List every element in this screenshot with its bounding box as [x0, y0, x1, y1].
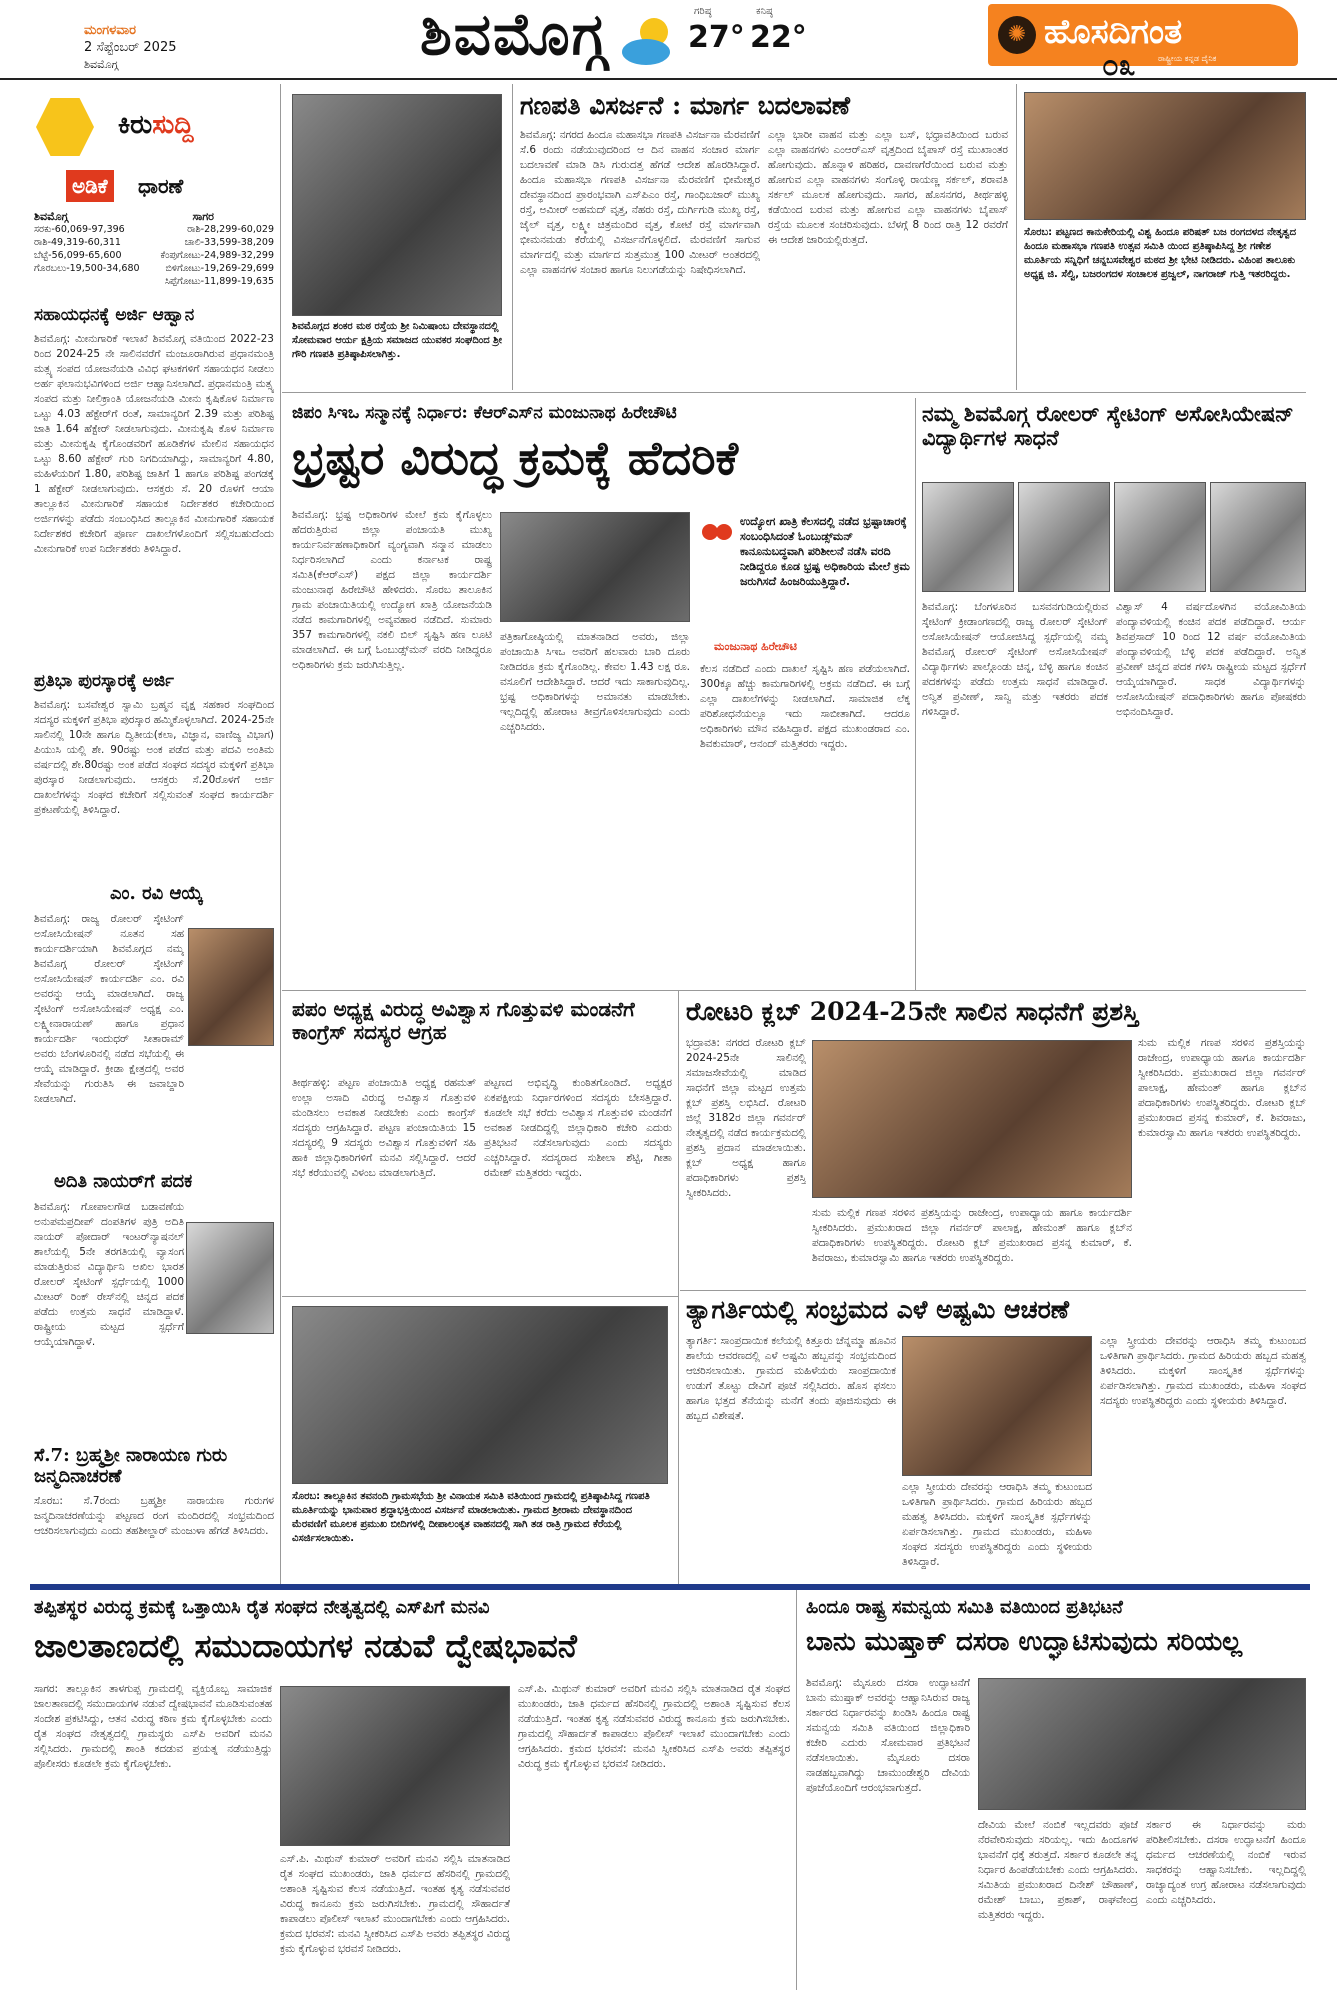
- rates-cell: ಚಾಲಿ-33,599-38,209: [184, 237, 274, 248]
- place: ಶಿವಮೊಗ್ಗ: [84, 58, 119, 71]
- photo-skater-3: [1114, 482, 1206, 592]
- kicker-krs: ಜಿಪಂ ಸಿಇಒ ಸನ್ಮಾನಕ್ಕೆ ನಿರ್ಧಾರ: ಕೆಆರ್‌ಎಸ್‌ನ ಮಂಜುನಾಥ ಹಿರೇಚೌಟಿ: [292, 403, 677, 423]
- headline-jalatana: ಜಾಲತಾಣದಲ್ಲಿ ಸಮುದಾಯಗಳ ನಡುವೆ ದ್ವೇಷಭಾವನೆ: [34, 1627, 577, 1665]
- rates-table: [34, 223, 274, 288]
- headline-route-change: ಗಣಪತಿ ವಿಸರ್ಜನೆ : ಮಾರ್ಗ ಬದಲಾವಣೆ: [520, 91, 851, 120]
- story-route-col2: ಎಲ್ಲಾ ಭಾರೀ ವಾಹನ ಮತ್ತು ಎಲ್ಲಾ ಬಸ್, ಭಧ್ರಾವತಿಯಿಂದ ಬರುವ ಎಲ್ಲಾ ವಾಹನಗಳು ಎಂಆರ್‌ಎಸ್ ವೃತ್ತದಿಂದ ಬೈಪಾಸ್ ರಸ್ತೆ ಮುಖಾಂತರ ಹೋಗುವುದು. ಹೊನ್ನಾಳಿ ಹರಿಹರ, ದಾವಣಗೆರೆಯಿಂದ ಬರುವ ಮತ್ತು ಹೋಗುವ ಎಲ್ಲಾ ವಾಹನಗಳು ಸಂಗೊಳ್ಳಿ ರಾಯಣ್ಣ ಸರ್ಕಲ್, ಶರಾವತಿ ಸರ್ಕಲ್ ಮೂಲಕ ಹೋಗುವುದು. ಸಾಗರ, ಹೊಸನಗರ, ತೀರ್ಥಹಳ್ಳಿ ಕಡೆಯಿಂದ ಬರುವ ಮತ್ತು ಹೋಗುವ ಎಲ್ಲಾ ವಾಹನಗಳು ಬೈಪಾಸ್ ರಸ್ತೆಯ ಮೂಲಕ ಸಂಚರಿಸುವುದು. ಬೆಳಗ್ಗೆ 8 ರಿಂದ ರಾತ್ರಿ 12 ರವರೆಗೆ ಈ ಆದೇಶ ಜಾರಿಯಲ್ಲಿರುತ್ತದೆ.: [768, 129, 1008, 246]
- story-jalatana-mid: ಎಸ್.ಪಿ. ಮಿಥುನ್ ಕುಮಾರ್ ಅವರಿಗೆ ಮನವಿ ಸಲ್ಲಿಸಿ ಮಾತನಾಡಿದ ರೈತ ಸಂಘದ ಮುಖಂಡರು, ಜಾತಿ ಧರ್ಮದ ಹೆಸರಿನಲ್ಲಿ ಗ್ರಾಮದಲ್ಲಿ ಅಶಾಂತಿ ಸೃಷ್ಟಿಸುವ ಕೆಲಸ ನಡೆಯುತ್ತಿದೆ. ಇಂತಹ ಕೃತ್ಯ ನಡೆಸುವವರ ವಿರುದ್ಧ ಕಾನೂನು ಕ್ರಮ ಜರುಗಿಸಬೇಕು. ಗ್ರಾಮದಲ್ಲಿ ಸೌಹಾರ್ದತೆ ಕಾಪಾಡಲು ಪೊಲೀಸ್ ಇಲಾಖೆ ಮುಂದಾಗಬೇಕು ಎಂದು ಆಗ್ರಹಿಸಿದರು. ಕ್ರಮದ ಭರವಸೆ: ಮನವಿ ಸ್ವೀಕರಿಸಿದ ಎಸ್‌ಪಿ ಅವರು ತಪ್ಪಿತಸ್ಥರ ವಿರುದ್ಧ ಕ್ರಮ ಕೈಗೊಳ್ಳುವ ಭರವಸೆ ನೀಡಿದರು.: [280, 1853, 510, 1955]
- section-rule: [282, 990, 1306, 991]
- headline-narayana-guru: ಸೆ.7: ಬ್ರಹ್ಮಶ್ರೀ ನಾರಾಯಣ ಗುರು ಜನ್ಮದಿನಾಚರಣೆ: [34, 1445, 228, 1487]
- rates-cell: ಗೊರಬಲು-19,500-34,680: [34, 263, 140, 274]
- section-rule: [282, 392, 1306, 393]
- photo-press-meet: [500, 512, 690, 622]
- masthead: [0, 0, 1337, 83]
- rates-row: [34, 262, 274, 275]
- photo-tyagarthi: [902, 1336, 1092, 1476]
- rates-place-2: ಸಾಗರ: [192, 210, 214, 223]
- headline-aditi: ಅದಿತಿ ನಾಯರ್‌ಗೆ ಪದಕ: [54, 1171, 193, 1192]
- column-rule: [796, 1590, 797, 1990]
- story-jalatana-col3: ಎಸ್.ಪಿ. ಮಿಥುನ್ ಕುಮಾರ್ ಅವರಿಗೆ ಮನವಿ ಸಲ್ಲಿಸಿ ಮಾತನಾಡಿದ ರೈತ ಸಂಘದ ಮುಖಂಡರು, ಜಾತಿ ಧರ್ಮದ ಹೆಸರಿನಲ್ಲಿ ಗ್ರಾಮದಲ್ಲಿ ಅಶಾಂತಿ ಸೃಷ್ಟಿಸುವ ಕೆಲಸ ನಡೆಯುತ್ತಿದೆ. ಇಂತಹ ಕೃತ್ಯ ನಡೆಸುವವರ ವಿರುದ್ಧ ಕಾನೂನು ಕ್ರಮ ಜರುಗಿಸಬೇಕು. ಗ್ರಾಮದಲ್ಲಿ ಸೌಹಾರ್ದತೆ ಕಾಪಾಡಲು ಪೊಲೀಸ್ ಇಲಾಖೆ ಮುಂದಾಗಬೇಕು ಎಂದು ಆಗ್ರಹಿಸಿದರು. ಕ್ರಮದ ಭರವಸೆ: ಮನವಿ ಸ್ವೀಕರಿಸಿದ ಎಸ್‌ಪಿ ಅವರು ತಪ್ಪಿತಸ್ಥರ ವಿರುದ್ಧ ಕ್ರಮ ಕೈಗೊಳ್ಳುವ ಭರವಸೆ ನೀಡಿದರು.: [518, 1683, 790, 1770]
- column-rule: [280, 84, 281, 1584]
- date: 2 ಸೆಪ್ಟೆಂಬರ್ 2025: [84, 40, 177, 55]
- rates-cell: ರಾಶಿ-28,299-60,029: [187, 224, 274, 235]
- headline-banu-mushtaq: ಬಾನು ಮುಷ್ತಾಕ್ ದಸರಾ ಉದ್ಘಾಟಿಸುವುದು ಸರಿಯಲ್ಲ: [806, 1627, 1243, 1657]
- story-narayana-guru: ಸೊರಬ: ಸೆ.7ರಂದು ಬ್ರಹ್ಮಶ್ರೀ ನಾರಾಯಣ ಗುರುಗಳ ಜನ್ಮದಿನಾಚರಣೆಯನ್ನು ಪಟ್ಟಣದ ರಂಗ ಮಂದಿರದಲ್ಲಿ ಸಂಭ್ರಮದಿಂದ ಆಚರಿಸಲಾಗುವುದು ಎಂದು ತಹಶೀಲ್ದಾರ್ ಮಂಜುಳಾ ಹೆಗಡೆ ತಿಳಿಸಿದರು.: [34, 1495, 274, 1537]
- arecanut-rates: [34, 210, 274, 288]
- story-route-col1: ಶಿವಮೊಗ್ಗ: ನಗರದ ಹಿಂದೂ ಮಹಾಸಭಾ ಗಣಪತಿ ವಿಸರ್ಜನಾ ಮೆರವಣಿಗೆ ಸೆ.6 ರಂದು ನಡೆಯುವುದರಿಂದ ಆ ದಿನ ವಾಹನ ಸಂಚಾರ ಮಾರ್ಗ ಬದಲಾವಣೆ ಮಾಡಿ ಡಿಸಿ ಗುರುದತ್ತ ಹೆಗಡೆ ಆದೇಶ ಹೊರಡಿಸಿದ್ದಾರೆ. ಹಿಂದೂ ಮಹಾಸಭಾ ಗಣಪತಿ ವಿಸರ್ಜನಾ ಮೆರವಣಿಗೆ ಭೀಮೇಶ್ವರ ದೇವಸ್ಥಾನದಿಂದ ಪ್ರಾರಂಭವಾಗಿ ಎಸ್‌ಪಿಎಂ ರಸ್ತೆ, ಗಾಂಧಿಬಜಾರ್ ಮುಖ್ಯ ರಸ್ತೆ, ಅಮೀರ್ ಅಹಮದ್ ವೃತ್ತ, ನೆಹರು ರಸ್ತೆ, ದುರ್ಗಿಗುಡಿ ಮುಖ್ಯ ರಸ್ತೆ, ಜೈಲ್ ವೃತ್ತ, ಲಕ್ಷ್ಮೀ ಚಿತ್ರಮಂದಿರ ವೃತ್ತ, ಕೋಟೆ ರಸ್ತೆ ಮಾರ್ಗವಾಗಿ ಭೀಮನಮಡು ಕೆರೆಯಲ್ಲಿ ವಿಸರ್ಜನೆಗೊಳ್ಳಲಿದೆ. ಮೆರವಣಿಗೆ ಸಾಗುವ ಮಾರ್ಗದಲ್ಲಿ ಮತ್ತು ಮಾರ್ಗದ ಸುತ್ತಮುತ್ತ 100 ಮೀಟರ್ ಅಂತರದಲ್ಲಿ ಎಲ್ಲಾ ವಾಹನಗಳ ಸಂಚಾರ ಹಾಗೂ ನಿಲುಗಡೆಯನ್ನು ನಿಷೇಧಿಸಲಾಗಿದೆ.: [520, 129, 760, 276]
- headline-rotary: ರೋಟರಿ ಕ್ಲಬ್ 2024-25ನೇ ಸಾಲಿನ ಸಾಧನೆಗೆ ಪ್ರಶಸ್ತಿ: [686, 997, 1139, 1026]
- pull-quote: ಉದ್ಯೋಗ ಖಾತ್ರಿ ಕೆಲಸದಲ್ಲಿ ನಡೆದ ಭ್ರಷ್ಟಾಚಾರಕ್ಕೆ ಸಂಬಂಧಿಸಿದಂತೆ ಓಂಬುಡ್ಸ್‌ಮನ್ ಕಾನೂನುಬದ್ಧವಾಗಿ ಪರಿಶೀಲನೆ ನಡೆಸಿ ವರದಿ ನೀಡಿದ್ದರೂ ಕೂಡ ಭ್ರಷ್ಟ ಅಧಿಕಾರಿಯ ಮೇಲೆ ಕ್ರಮ ಜರುಗಿಸದೆ ಹಿಂಜರಿಯುತ್ತಿದ್ದಾರೆ.: [740, 515, 910, 588]
- story-krs-col1: ಶಿವಮೊಗ್ಗ: ಭ್ರಷ್ಟ ಅಧಿಕಾರಿಗಳ ಮೇಲೆ ಕ್ರಮ ಕೈಗೊಳ್ಳಲು ಹೆದರುತ್ತಿರುವ ಜಿಲ್ಲಾ ಪಂಚಾಯತಿ ಮುಖ್ಯ ಕಾರ್ಯನಿರ್ವಹಣಾಧಿಕಾರಿಗೆ ವ್ಯಂಗ್ಯವಾಗಿ ಸನ್ಮಾನ ಮಾಡಲು ನಿರ್ಧರಿಸಲಾಗಿದೆ ಎಂದು ಕರ್ನಾಟಕ ರಾಷ್ಟ್ರ ಸಮಿತಿ(ಕೆಆರ್‌ಎಸ್) ಪಕ್ಷದ ಜಿಲ್ಲಾ ಕಾರ್ಯದರ್ಶಿ ಮಂಜುನಾಥ ಹಿರೇಚೌಟಿ ಹೇಳಿದರು. ಸೊರಬ ತಾಲೂಕಿನ ಗ್ರಾಮ ಪಂಚಾಯಿತಿಯಲ್ಲಿ ಉದ್ಯೋಗ ಖಾತ್ರಿ ಯೋಜನೆಯಡಿ ನಡೆದ ಕಾಮಗಾರಿಗಳಲ್ಲಿ ಅವ್ಯವಹಾರ ನಡೆದಿದೆ. ಸುಮಾರು 357 ಕಾಮಗಾರಿಗಳಲ್ಲಿ ನಕಲಿ ಬಿಲ್ ಸೃಷ್ಟಿಸಿ ಹಣ ಲೂಟಿ ಮಾಡಲಾಗಿದೆ. ಈ ಬಗ್ಗೆ ಓಂಬುಡ್ಸ್‌ಮನ್ ವರದಿ ನೀಡಿದ್ದರೂ ಅಧಿಕಾರಿಗಳು ಕ್ರಮ ಜರುಗಿಸುತ್ತಿಲ್ಲ.: [292, 509, 492, 671]
- column-rule: [915, 398, 916, 990]
- kiru-a: ಕಿರು: [118, 110, 153, 140]
- max-temp: 27°: [688, 20, 745, 55]
- story-subsidy: ಶಿವಮೊಗ್ಗ: ಮೀನುಗಾರಿಕೆ ಇಲಾಖೆ ಶಿವಮೊಗ್ಗ ವತಿಯಿಂದ 2022-23 ರಿಂದ 2024-25 ನೇ ಸಾಲಿನವರೆಗೆ ಮಂಜೂರಾಗಿರುವ ಪ್ರಧಾನಮಂತ್ರಿ ಮತ್ಸ್ಯ ಸಂಪದ ಯೋಜನೆಯಡಿ ವಿವಿಧ ಘಟಕಗಳಿಗೆ ಸಹಾಯಧನ ನೀಡಲು ಅರ್ಹ ಫಲಾನುಭವಿಗಳಿಂದ ಅರ್ಜಿ ಆಹ್ವಾನಿಸಲಾಗಿದೆ. ಪ್ರಧಾನಮಂತ್ರಿ ಮತ್ಸ್ಯ ಸಂಪದ ಮತ್ತು ನೀಲಿಕ್ರಾಂತಿ ಯೋಜನೆಯಡಿ ಮೀನು ಕೃಷಿಕೊಳ ನಿರ್ಮಾಣ ಒಟ್ಟು 4.03 ಹೆಕ್ಟೇರ್‌ಗೆ ರಂತೆ, ಸಾಮಾನ್ಯರಿಗೆ 2.39 ಮತ್ತು ಪರಿಶಿಷ್ಟ ಜಾತಿ 1.64 ಹೆಕ್ಟೇರ್ ನೀಡಲಾಗುವುದು. ಮೀನುಕೃಷಿ ಕೊಳ ನಿರ್ಮಾಣ ಮತ್ತು ಮೀನುಕೃಷಿ ಕೈಗೊಂಡವರಿಗೆ ಹೂಡಿಕೆಗಳ ಮೇಲಿನ ಸಹಾಯಧನ ಒಟ್ಟು 8.60 ಹೆಕ್ಟೇರ್ ಗುರಿ ನಿಗದಿಯಾಗಿದ್ದು, ಸಾಮಾನ್ಯರಿಗೆ 4.80, ಮಹಿಳೆಯರಿಗೆ 1.80, ಪರಿಶಿಷ್ಟ ಜಾತಿಗೆ 1 ಹಾಗೂ ಪರಿಶಿಷ್ಟ ಪಂಗಡಕ್ಕೆ 1 ಹೆಕ್ಟೇರ್ ನೀಡಲಾಗುವುದು. ಆಸಕ್ತರು ಸೆ. 20 ರೊಳಗೆ ಆಯಾ ತಾಲ್ಲೂಕಿನ ಮೀನುಗಾರಿಕೆ ಸಹಾಯಕ ನಿರ್ದೇಶಕರ ಕಚೇರಿಯಿಂದ ಅರ್ಜಿಗಳನ್ನು ಪಡೆದು ಸಂಬಂಧಿಸಿದ ತಾಲ್ಲೂಕಿನ ಮೀನುಗಾರಿಕೆ ಸಹಾಯಕ ನಿರ್ದೇಶಕರ ಕಚೇರಿಗೆ ಪೂರ್ಣ ದಾಖಲೆಗಳೊಂದಿಗೆ ಸಲ್ಲಿಸಬಹುದೆಂದು ಮೀನುಗಾರಿಕೆ ಉಪ ನಿರ್ದೇಶಕರು ತಿಳಿಸಿದ್ದಾರೆ.: [34, 333, 274, 555]
- rates-place-1: ಶಿವಮೊಗ್ಗ: [34, 210, 69, 223]
- rates-row: [34, 223, 274, 236]
- section-rule: [282, 1296, 678, 1297]
- story-banu-col1: ಶಿವಮೊಗ್ಗ: ಮೈಸೂರು ದಸರಾ ಉದ್ಘಾಟನೆಗೆ ಬಾನು ಮುಷ್ತಾಕ್ ಅವರನ್ನು ಆಹ್ವಾನಿಸಿರುವ ರಾಜ್ಯ ಸರ್ಕಾರದ ನಿರ್ಧಾರವನ್ನು ಖಂಡಿಸಿ ಹಿಂದೂ ರಾಷ್ಟ್ರ ಸಮನ್ವಯ ಸಮಿತಿ ವತಿಯಿಂದ ಜಿಲ್ಲಾಧಿಕಾರಿ ಕಚೇರಿ ಎದುರು ಸೋಮವಾರ ಪ್ರತಿಭಟನೆ ನಡೆಸಲಾಯಿತು. ಮೈಸೂರು ದಸರಾ ನಾಡಹಬ್ಬವಾಗಿದ್ದು ಚಾಮುಂಡೇಶ್ವರಿ ದೇವಿಯ ಪೂಜೆಯೊಂದಿಗೆ ಆರಂಭವಾಗುತ್ತದೆ.: [806, 1677, 970, 1794]
- column-rule: [678, 990, 679, 1584]
- caption-ganapati: ಶಿವಮೊಗ್ಗದ ಶಂಕರ ಮಠ ರಸ್ತೆಯ ಶ್ರೀ ನಿಮಿಷಾಂಬ ದೇವಸ್ಥಾನದಲ್ಲಿ ಸೋಮವಾರ ಆರ್ಯ ಕ್ಷತ್ರಿಯ ಸಮಾಜದ ಯುವಕರ ಸಂಘದಿಂದ ಶ್ರೀ ಗೌರಿ ಗಣಪತಿ ಪ್ರತಿಷ್ಠಾಪಿಸಲಾಗಿತ್ತು.: [292, 321, 502, 360]
- caption-sorab: ಸೊರಬ: ಪಟ್ಟಣದ ಕಾನುಕೇರಿಯಲ್ಲಿ ವಿಶ್ವ ಹಿಂದೂ ಪರಿಷತ್ ಬಜ ರಂಗದಳದ ನೇತೃತ್ವದ ಹಿಂದೂ ಮಹಾಸಭಾ ಗಣಪತಿ ಉತ್ಸವ ಸಮಿತಿ ಯಿಂದ ಪ್ರತಿಷ್ಠಾಪಿಸಿದ್ದ ಶ್ರೀ ಗಣೇಶ ಮೂರ್ತಿಯ ಸನ್ನಿಧಿಗೆ ಚನ್ನಬಸವೇಶ್ವರ ಮಠದ ಶ್ರೀ ಭೇಟಿ ನೀಡಿದರು. ವಿಹಿಂಪ ತಾಲೂಕು ಅಧ್ಯಕ್ಷ ಜಿ. ಸೆಲ್ವಿ, ಬಜರಂಗದಳ ಸಂಚಾಲಕ ಪ್ರಜ್ವಲ್, ನಾಗರಾಜ್ ಗುತ್ತಿ ಇತರರಿದ್ದರು.: [1024, 227, 1297, 280]
- photo-skater-4: [1210, 482, 1306, 592]
- photo-ravi: [188, 928, 274, 1046]
- min-temp: 22°: [750, 20, 807, 55]
- section-divider-bar: [30, 1584, 1310, 1590]
- kicker-hindu-samiti: ಹಿಂದೂ ರಾಷ್ಟ್ರ ಸಮನ್ವಯ ಸಮಿತಿ ವತಿಯಿಂದ ಪ್ರತಿಭಟನೆ: [806, 1597, 1123, 1618]
- rates-cell: ಸರಕು-60,069-97,396: [34, 224, 125, 235]
- photo-skater-2: [1018, 482, 1110, 592]
- story-tyagarthi-col3: ಎಲ್ಲಾ ಸ್ತ್ರೀಯರು ದೇವರನ್ನು ಆರಾಧಿಸಿ ತಮ್ಮ ಕುಟುಂಬದ ಒಳಿತಿಗಾಗಿ ಪ್ರಾರ್ಥಿಸಿದರು. ಗ್ರಾಮದ ಹಿರಿಯರು ಹಬ್ಬದ ಮಹತ್ವ ತಿಳಿಸಿದರು. ಮಕ್ಕಳಿಗೆ ಸಾಂಸ್ಕೃತಿಕ ಸ್ಪರ್ಧೆಗಳನ್ನು ಏರ್ಪಡಿಸಲಾಗಿತ್ತು. ಗ್ರಾಮದ ಮುಖಂಡರು, ಮಹಿಳಾ ಸಂಘದ ಸದಸ್ಯರು ಉಪಸ್ಥಿತರಿದ್ದರು ಎಂದು ಸ್ಥಳೀಯರು ತಿಳಿಸಿದ್ದಾರೆ.: [1100, 1335, 1306, 1407]
- rates-cell: ಬಿಳಿಗೋಟು-19,269-29,699: [165, 263, 274, 274]
- min-label: ಕನಿಷ್ಠ: [756, 6, 773, 17]
- brand-tag: ರಾಷ್ಟ್ರೀಯ ಕನ್ನಡ ದೈನಿಕ: [1158, 54, 1217, 63]
- headline-pap: ಪಪಂ ಅಧ್ಯಕ್ಷ ವಿರುದ್ಧ ಅವಿಶ್ವಾಸ ಗೊತ್ತುವಳಿ ಮಂಡನೆಗೆ ಕಾಂಗ್ರೆಸ್ ಸದಸ್ಯರ ಆಗ್ರಹ: [292, 997, 635, 1044]
- story-banu-col3: ಸರ್ಕಾರ ಈ ನಿರ್ಧಾರವನ್ನು ಮರು ಪರಿಶೀಲಿಸಬೇಕು. ದಸರಾ ಉದ್ಘಾಟನೆಗೆ ಹಿಂದೂ ಧರ್ಮದ ಆಚರಣೆಯಲ್ಲಿ ನಂಬಿಕೆ ಇರುವ ಸಾಧಕರನ್ನು ಆಹ್ವಾನಿಸಬೇಕು. ಇಲ್ಲದಿದ್ದಲ್ಲಿ ರಾಜ್ಯಾದ್ಯಂತ ಉಗ್ರ ಹೋರಾಟ ನಡೆಸಲಾಗುವುದು ಎಂದು ಎಚ್ಚರಿಸಿದರು.: [1146, 1819, 1306, 1906]
- headline-bhrashtara: ಭ್ರಷ್ಟರ ವಿರುದ್ಧ ಕ್ರಮಕ್ಕೆ ಹೆದರಿಕೆ: [292, 431, 739, 485]
- caption-visarjane: ಸೊರಬ: ತಾಲ್ಲೂಕಿನ ತವನಂದಿ ಗ್ರಾಮಸಭೆಯ ಶ್ರೀ ವಿನಾಯಕ ಸಮಿತಿ ವತಿಯಿಂದ ಗ್ರಾಮದಲ್ಲಿ ಪ್ರತಿಷ್ಠಾಪಿಸಿದ್ದ ಗಣಪತಿ ಮೂರ್ತಿಯನ್ನು ಭಾನುವಾರ ಶ್ರದ್ಧಾಭಕ್ತಿಯಿಂದ ವಿಸರ್ಜನೆ ಮಾಡಲಾಯಿತು. ಗ್ರಾಮದ ಶ್ರೀರಾಮ ದೇವಸ್ಥಾನದಿಂದ ಮೆರವಣಿಗೆ ಮೂಲಕ ಪ್ರಮುಖ ಬೀದಿಗಳಲ್ಲಿ ದೀಪಾಲಂಕೃತ ವಾಹನದಲ್ಲಿ ಸಾಗಿ ತಡ ರಾತ್ರಿ ಗ್ರಾಮದ ಕೆರೆಯಲ್ಲಿ ವಿಸರ್ಜಿಸಲಾಯಿತು.: [292, 1491, 650, 1544]
- rates-cell: ಕೆಂಪುಗೋಟು-24,989-32,299: [160, 250, 274, 261]
- photo-visarjane: [292, 1306, 668, 1484]
- pull-quote-author: ಮಂಜುನಾಥ ಹಿರೇಚೌಟಿ: [714, 640, 797, 653]
- photo-rotary-award: [812, 1040, 1132, 1198]
- weather-box: [618, 6, 818, 76]
- photo-ganapati-idol: [292, 94, 502, 316]
- kiru-suddi-title: [118, 110, 193, 141]
- photo-skater-1: [922, 482, 1014, 592]
- rates-cell: ಸಿಪ್ಪೆಗೋಟು-11,899-19,635: [164, 276, 274, 287]
- rates-row: [34, 236, 274, 249]
- rates-cell: ಬೆಟ್ಟೆ-56,099-65,600: [34, 250, 122, 261]
- headline-pratibha: ಪ್ರತಿಭಾ ಪುರಸ್ಕಾರಕ್ಕೆ ಅರ್ಜಿ: [34, 671, 174, 691]
- headline-tyagarthi: ತ್ಯಾಗರ್ತಿಯಲ್ಲಿ ಸಂಭ್ರಮದ ಎಳೆ ಅಷ್ಟಮಿ ಆಚರಣೆ: [686, 1295, 1069, 1324]
- story-tyagarthi-col1: ತ್ಯಾಗರ್ತಿ: ಸಾಂಪ್ರದಾಯಿಕ ಕಲೆಯಲ್ಲಿ ಕಿತ್ತೂರು ಚೆನ್ನಮ್ಮಾ ಹೂವಿನ ಶಾಲೆಯ ಆವರಣದಲ್ಲಿ ಎಳೆ ಅಷ್ಟಮಿ ಹಬ್ಬವನ್ನು ಸಂಭ್ರಮದಿಂದ ಆಚರಿಸಲಾಯಿತು. ಗ್ರಾಮದ ಮಹಿಳೆಯರು ಸಾಂಪ್ರದಾಯಿಕ ಉಡುಗೆ ತೊಟ್ಟು ದೇವಿಗೆ ಪೂಜೆ ಸಲ್ಲಿಸಿದರು. ಹೊಸ ಫಸಲು ಹಾಗೂ ಭತ್ತದ ತೆನೆಯನ್ನು ಮನೆಗೆ ತಂದು ಪೂಜಿಸುವುದು ಈ ಹಬ್ಬದ ವಿಶೇಷತೆ.: [686, 1335, 896, 1422]
- kiru-b: ಸುದ್ದಿ: [152, 110, 194, 140]
- sun-cloud-icon: [618, 10, 682, 70]
- kiru-suddi-header: [32, 94, 262, 158]
- adike-label: ಅಡಿಕೆ: [66, 170, 114, 202]
- headline-ravi: ಎಂ. ರವಿ ಆಯ್ಕೆ: [110, 883, 204, 904]
- adike-header: [66, 170, 226, 202]
- weekday: ಮಂಗಳವಾರ: [84, 23, 137, 38]
- story-skating-col1: ಶಿವಮೊಗ್ಗ: ಬೆಂಗಳೂರಿನ ಬಸವನಗುಡಿಯಲ್ಲಿರುವ ಸ್ಕೇಟಿಂಗ್ ಕ್ರೀಡಾಂಗಣದಲ್ಲಿ ರಾಜ್ಯ ರೋಲರ್ ಸ್ಕೇಟಿಂಗ್ ಅಸೋಸಿಯೇಷನ್ ಆಯೋಜಿಸಿದ್ದ ಸ್ಪರ್ಧೆಯಲ್ಲಿ ನಮ್ಮ ಶಿವಮೊಗ್ಗ ರೋಲರ್ ಸ್ಕೇಟಿಂಗ್ ಅಸೋಸಿಯೇಷನ್ ವಿದ್ಯಾರ್ಥಿಗಳು ಪಾಲ್ಗೊಂಡು ಚಿನ್ನ, ಬೆಳ್ಳಿ ಹಾಗೂ ಕಂಚಿನ ಪದಕಗಳನ್ನು ಪಡೆದು ಉತ್ತಮ ಸಾಧನೆ ಮಾಡಿದ್ದಾರೆ. ಅನ್ವಿತ ಪ್ರವೀಣ್, ಸಾನ್ವಿ ಮತ್ತು ಇತರರು ಪದಕ ಗಳಿಸಿದ್ದಾರೆ.: [922, 601, 1108, 718]
- story-krs-col3: ಕೆಲಸ ನಡೆದಿದೆ ಎಂದು ದಾಖಲೆ ಸೃಷ್ಟಿಸಿ ಹಣ ಪಡೆಯಲಾಗಿದೆ. 300ಕ್ಕೂ ಹೆಚ್ಚು ಕಾಮಗಾರಿಗಳಲ್ಲಿ ಅಕ್ರಮ ನಡೆದಿದೆ. ಈ ಬಗ್ಗೆ ಎಲ್ಲಾ ದಾಖಲೆಗಳನ್ನು ನೀಡಲಾಗಿದೆ. ಸಾಮಾಜಿಕ ಲೆಕ್ಕ ಪರಿಶೋಧನೆಯಲ್ಲೂ ಇದು ಸಾಬೀತಾಗಿದೆ. ಆದರೂ ಅಧಿಕಾರಿಗಳು ಮೌನ ವಹಿಸಿದ್ದಾರೆ. ಪಕ್ಷದ ಮುಖಂಡರಾದ ಎಂ. ಶಿವಕುಮಾರ್, ಆನಂದ್ ಮತ್ತಿತರರು ಇದ್ದರು.: [700, 663, 910, 750]
- dharane-label: ಧಾರಣೆ: [138, 174, 184, 198]
- page-number: ೦೩: [1102, 48, 1136, 83]
- section-rule: [680, 1290, 1306, 1291]
- headline-skating: ನಮ್ಮ ಶಿವಮೊಗ್ಗ ರೋಲರ್ ಸ್ಕೇಟಿಂಗ್ ಅಸೋಸಿಯೇಷನ್ ವಿದ್ಯಾರ್ಥಿಗಳ ಸಾಧನೆ: [922, 401, 1294, 451]
- story-rotary-col1: ಭದ್ರಾವತಿ: ನಗರದ ರೋಟರಿ ಕ್ಲಬ್ 2024-25ನೇ ಸಾಲಿನಲ್ಲಿ ಸಮಾಜಸೇವೆಯಲ್ಲಿ ಮಾಡಿದ ಸಾಧನೆಗೆ ಜಿಲ್ಲಾ ಮಟ್ಟದ ಉತ್ತಮ ಕ್ಲಬ್ ಪ್ರಶಸ್ತಿ ಲಭಿಸಿದೆ. ರೋಟರಿ ಜಿಲ್ಲೆ 3182ರ ಜಿಲ್ಲಾ ಗವರ್ನರ್ ನೇತೃತ್ವದಲ್ಲಿ ನಡೆದ ಕಾರ್ಯಕ್ರಮದಲ್ಲಿ ಪ್ರಶಸ್ತಿ ಪ್ರದಾನ ಮಾಡಲಾಯಿತು. ಕ್ಲಬ್ ಅಧ್ಯಕ್ಷ ಹಾಗೂ ಪದಾಧಿಕಾರಿಗಳು ಪ್ರಶಸ್ತಿ ಸ್ವೀಕರಿಸಿದರು.: [686, 1037, 806, 1199]
- date-block: [84, 22, 176, 73]
- rates-row: [34, 249, 274, 262]
- photo-aditi: [186, 1222, 274, 1334]
- story-pap-col1: ತೀರ್ಥಹಳ್ಳಿ: ಪಟ್ಟಣ ಪಂಚಾಯಿತಿ ಅಧ್ಯಕ್ಷ ರಹಮತ್ ಉಲ್ಲಾ ಅಸಾದಿ ವಿರುದ್ಧ ಅವಿಶ್ವಾಸ ಗೊತ್ತುವಳಿ ಮಂಡಿಸಲು ಅವಕಾಶ ನೀಡಬೇಕು ಎಂದು ಕಾಂಗ್ರೆಸ್ ಸದಸ್ಯರು ಆಗ್ರಹಿಸಿದ್ದಾರೆ. ಪಟ್ಟಣ ಪಂಚಾಯಿತಿಯ 15 ಸದಸ್ಯರಲ್ಲಿ 9 ಸದಸ್ಯರು ಅವಿಶ್ವಾಸ ಗೊತ್ತುವಳಿಗೆ ಸಹಿ ಹಾಕಿ ಜಿಲ್ಲಾಧಿಕಾರಿಗಳಿಗೆ ಮನವಿ ಸಲ್ಲಿಸಿದ್ದಾರೆ. ಆದರೆ ಸಭೆ ಕರೆಯುವಲ್ಲಿ ವಿಳಂಬ ಮಾಡಲಾಗುತ್ತಿದೆ.: [292, 1077, 476, 1179]
- story-rotary-col3: ಸುಮ ಮಲ್ಲಿಕ ಗಣಪ ಸರಳಿನ ಪ್ರಶಸ್ತಿಯನ್ನು ರಾಜೇಂದ್ರ, ಉಪಾಧ್ಯಾಯ ಹಾಗೂ ಕಾರ್ಯದರ್ಶಿ ಸ್ವೀಕರಿಸಿದರು. ಪ್ರಮುಖರಾದ ಜಿಲ್ಲಾ ಗವರ್ನರ್ ಪಾಲಾಕ್ಷ, ಹೇಮಂತ್ ಹಾಗೂ ಕ್ಲಬ್‌ನ ಪದಾಧಿಕಾರಿಗಳು ಉಪಸ್ಥಿತರಿದ್ದರು. ರೋಟರಿ ಕ್ಲಬ್ ಪ್ರಮುಖರಾದ ಪ್ರಸನ್ನ ಕುಮಾರ್, ಕೆ. ಶಿವರಾಜು, ಕುಮಾರಸ್ವಾಮಿ ಹಾಗೂ ಇತರರು ಉಪಸ್ಥಿತರಿದ್ದರು.: [1138, 1037, 1306, 1139]
- photo-sorab-group: [1024, 92, 1306, 220]
- photo-sp-memorandum: [280, 1686, 510, 1846]
- hand-icon: [36, 98, 94, 156]
- story-skating-col2: ವಿಶ್ವಾಸ್ 4 ವರ್ಷದೊಳಗಿನ ವಯೋಮಿತಿಯ ಪಂದ್ಯಾವಳಿಯಲ್ಲಿ ಕಂಚಿನ ಪದಕ ಪಡೆದಿದ್ದಾರೆ. ಆರ್ಯ ಶಿವಪ್ರಸಾದ್ 10 ರಿಂದ 12 ವರ್ಷ ವಯೋಮಿತಿಯ ಪಂದ್ಯಾವಳಿಯಲ್ಲಿ ಬೆಳ್ಳಿ ಪದಕ ಪಡೆದಿದ್ದಾರೆ. ಅನ್ವಿತ ಪ್ರವೀಣ್ ಚಿನ್ನದ ಪದಕ ಗಳಿಸಿ ರಾಷ್ಟ್ರೀಯ ಮಟ್ಟದ ಸ್ಪರ್ಧೆಗೆ ಆಯ್ಕೆಯಾಗಿದ್ದಾರೆ. ಸಾಧಕ ವಿದ್ಯಾರ್ಥಿಗಳನ್ನು ಅಸೋಸಿಯೇಷನ್ ಪದಾಧಿಕಾರಿಗಳು ಹಾಗೂ ಪೋಷಕರು ಅಭಿನಂದಿಸಿದ್ದಾರೆ.: [1116, 601, 1306, 718]
- story-pratibha: ಶಿವಮೊಗ್ಗ: ಬಸವೇಶ್ವರ ಸ್ವಾಮಿ ಬ್ರಹ್ಮನ ವೃಕ್ಷ ಸಹಕಾರ ಸಂಘದಿಂದ ಸದಸ್ಯರ ಮಕ್ಕಳಿಗೆ ಪ್ರತಿಭಾ ಪುರಸ್ಕಾರ ಹಮ್ಮಿಕೊಳ್ಳಲಾಗಿದೆ. 2024-25ನೇ ಸಾಲಿನಲ್ಲಿ 10ನೇ ಹಾಗೂ ದ್ವಿತೀಯ(ಕಲಾ, ವಿಜ್ಞಾನ, ವಾಣಿಜ್ಯ ವಿಭಾಗ) ಪಿಯುಸಿ ಯಲ್ಲಿ ಶೇ. 90ರಷ್ಟು ಅಂಕ ಪಡೆದ ಮತ್ತು ಪದವಿ ಅಂತಿಮ ವರ್ಷದಲ್ಲಿ ಶೇ.80ರಷ್ಟು ಅಂಕ ಪಡೆದ ಸಂಘದ ಸದಸ್ಯರ ಮಕ್ಕಳಿಗೆ ಪ್ರತಿಭಾ ಪುರಸ್ಕಾರ ನೀಡಲಾಗುವುದು. ಆಸಕ್ತರು ಸೆ.20ರೊಳಗೆ ಅರ್ಜಿ ದಾಖಲೆಗಳನ್ನು ಸಂಘದ ಕಚೇರಿಗೆ ಸಲ್ಲಿಸುವಂತೆ ಸಂಘದ ಕಾರ್ಯದರ್ಶಿ ಪ್ರಕಟಣೆಯಲ್ಲಿ ತಿಳಿಸಿದ್ದಾರೆ.: [34, 699, 274, 816]
- headline-subsidy: ಸಹಾಯಧನಕ್ಕೆ ಅರ್ಜಿ ಆಹ್ವಾನ: [34, 305, 195, 325]
- story-rotary-mid: ಸುಮ ಮಲ್ಲಿಕ ಗಣಪ ಸರಳಿನ ಪ್ರಶಸ್ತಿಯನ್ನು ರಾಜೇಂದ್ರ, ಉಪಾಧ್ಯಾಯ ಹಾಗೂ ಕಾರ್ಯದರ್ಶಿ ಸ್ವೀಕರಿಸಿದರು. ಪ್ರಮುಖರಾದ ಜಿಲ್ಲಾ ಗವರ್ನರ್ ಪಾಲಾಕ್ಷ, ಹೇಮಂತ್ ಹಾಗೂ ಕ್ಲಬ್‌ನ ಪದಾಧಿಕಾರಿಗಳು ಉಪಸ್ಥಿತರಿದ್ದರು. ರೋಟರಿ ಕ್ಲಬ್ ಪ್ರಮುಖರಾದ ಪ್ರಸನ್ನ ಕುಮಾರ್, ಕೆ. ಶಿವರಾಜು, ಕುಮಾರಸ್ವಾಮಿ ಹಾಗೂ ಇತರರು ಉಪಸ್ಥಿತರಿದ್ದರು.: [812, 1207, 1132, 1264]
- rates-cell: ರಾಶಿ-49,319-60,311: [34, 237, 121, 248]
- city-title: ಶಿವಮೊಗ್ಗ: [420, 0, 609, 68]
- brand-emblem-icon: ✺: [998, 16, 1036, 54]
- story-banu-col2: ದೇವಿಯ ಮೇಲೆ ನಂಬಿಕೆ ಇಲ್ಲದವರು ಪೂಜೆ ನೆರವೇರಿಸುವುದು ಸರಿಯಲ್ಲ. ಇದು ಹಿಂದೂಗಳ ಭಾವನೆಗೆ ಧಕ್ಕೆ ತರುತ್ತದೆ. ಸರ್ಕಾರ ಕೂಡಲೇ ತನ್ನ ನಿರ್ಧಾರ ಹಿಂಪಡೆಯಬೇಕು ಎಂದು ಆಗ್ರಹಿಸಿದರು. ಸಮಿತಿಯ ಪ್ರಮುಖರಾದ ದಿನೇಶ್ ಚೌಹಾಣ್, ರಮೇಶ್ ಬಾಬು, ಪ್ರಕಾಶ್, ರಾಘವೇಂದ್ರ ಮತ್ತಿತರರು ಇದ್ದರು.: [978, 1819, 1138, 1921]
- kicker-raitha-sangha: ತಪ್ಪಿತಸ್ಥರ ವಿರುದ್ಧ ಕ್ರಮಕ್ಕೆ ಒತ್ತಾಯಿಸಿ ರೈತ ಸಂಘದ ನೇತೃತ್ವದಲ್ಲಿ ಎಸ್‌ಪಿಗೆ ಮನವಿ: [34, 1597, 490, 1618]
- brand-logo: [988, 4, 1298, 66]
- story-pap-col2: ಪಟ್ಟಣದ ಅಭಿವೃದ್ಧಿ ಕುಂಠಿತಗೊಂಡಿದೆ. ಅಧ್ಯಕ್ಷರ ಏಕಪಕ್ಷೀಯ ನಿರ್ಧಾರಗಳಿಂದ ಸದಸ್ಯರು ಬೇಸತ್ತಿದ್ದಾರೆ. ಕೂಡಲೇ ಸಭೆ ಕರೆದು ಅವಿಶ್ವಾಸ ಗೊತ್ತುವಳಿ ಮಂಡನೆಗೆ ಅವಕಾಶ ನೀಡದಿದ್ದಲ್ಲಿ ಜಿಲ್ಲಾಧಿಕಾರಿ ಕಚೇರಿ ಎದುರು ಪ್ರತಿಭಟನೆ ನಡೆಸಲಾಗುವುದು ಎಂದು ಸದಸ್ಯರು ಎಚ್ಚರಿಸಿದ್ದಾರೆ. ಸದಸ್ಯರಾದ ಸುಶೀಲಾ ಶೆಟ್ಟಿ, ಗೀತಾ ರಮೇಶ್ ಮತ್ತಿತರರು ಇದ್ದರು.: [484, 1077, 672, 1179]
- story-krs-col2: ಪತ್ರಿಕಾಗೋಷ್ಠಿಯಲ್ಲಿ ಮಾತನಾಡಿದ ಅವರು, ಜಿಲ್ಲಾ ಪಂಚಾಯಿತಿ ಸಿಇಒ ಅವರಿಗೆ ಹಲವಾರು ಬಾರಿ ದೂರು ನೀಡಿದರೂ ಕ್ರಮ ಕೈಗೊಂಡಿಲ್ಲ. ಕೇವಲ 1.43 ಲಕ್ಷ ರೂ. ವಸೂಲಿಗೆ ಆದೇಶಿಸಿದ್ದಾರೆ. ಆದರೆ ಇದು ಸಾಕಾಗುವುದಿಲ್ಲ. ಭ್ರಷ್ಟ ಅಧಿಕಾರಿಗಳನ್ನು ಅಮಾನತು ಮಾಡಬೇಕು. ಇಲ್ಲದಿದ್ದಲ್ಲಿ ಹೋರಾಟ ತೀವ್ರಗೊಳಿಸಲಾಗುವುದು ಎಂದು ಎಚ್ಚರಿಸಿದರು.: [500, 631, 690, 733]
- column-rule: [1016, 84, 1017, 390]
- story-ravi: ಶಿವಮೊಗ್ಗ: ರಾಜ್ಯ ರೋಲರ್ ಸ್ಕೇಟಿಂಗ್ ಅಸೋಸಿಯೇಷನ್ ನೂತನ ಸಹ ಕಾರ್ಯದರ್ಶಿಯಾಗಿ ಶಿವಮೊಗ್ಗದ ನಮ್ಮ ಶಿವಮೊಗ್ಗ ರೋಲರ್ ಸ್ಕೇಟಿಂಗ್ ಅಸೋಸಿಯೇಷನ್ ಕಾರ್ಯದರ್ಶಿ ಎಂ. ರವಿ ಅವರನ್ನು ಆಯ್ಕೆ ಮಾಡಲಾಗಿದೆ. ರಾಜ್ಯ ಸ್ಕೇಟಿಂಗ್ ಅಸೋಸಿಯೇಷನ್ ಅಧ್ಯಕ್ಷ ಎಂ. ಲಕ್ಷ್ಮೀನಾರಾಯಣ್ ಹಾಗೂ ಪ್ರಧಾನ ಕಾರ್ಯದರ್ಶಿ ಇಂದುಧರ್ ಸೀತಾರಾಮ್ ಅವರು ಬೆಂಗಳೂರಿನಲ್ಲಿ ನಡೆದ ಸಭೆಯಲ್ಲಿ ಈ ಆಯ್ಕೆ ಮಾಡಿದ್ದಾರೆ. ಕ್ರೀಡಾ ಕ್ಷೇತ್ರದಲ್ಲಿ ಅವರ ಸೇವೆಯನ್ನು ಗುರುತಿಸಿ ಈ ಜವಾಬ್ದಾರಿ ನೀಡಲಾಗಿದೆ.: [34, 913, 184, 1105]
- story-jalatana-col1: ಸಾಗರ: ತಾಲ್ಲೂಕಿನ ತಾಳಗುಪ್ಪ ಗ್ರಾಮದಲ್ಲಿ ವ್ಯಕ್ತಿಯೊಬ್ಬ ಸಾಮಾಜಿಕ ಜಾಲತಾಣದಲ್ಲಿ ಸಮುದಾಯಗಳ ನಡುವೆ ದ್ವೇಷಭಾವನೆ ಮೂಡಿಸುವಂತಹ ಸಂದೇಶ ಪ್ರಕಟಿಸಿದ್ದು, ಆತನ ವಿರುದ್ಧ ಕಠಿಣ ಕ್ರಮ ಕೈಗೊಳ್ಳಬೇಕು ಎಂದು ರೈತ ಸಂಘದ ನೇತೃತ್ವದಲ್ಲಿ ಗ್ರಾಮಸ್ಥರು ಎಸ್‌ಪಿ ಅವರಿಗೆ ಮನವಿ ಸಲ್ಲಿಸಿದರು. ಗ್ರಾಮದಲ್ಲಿ ಶಾಂತಿ ಕದಡುವ ಪ್ರಯತ್ನ ನಡೆಯುತ್ತಿದ್ದು ಪೊಲೀಸರು ಕೂಡಲೇ ಕ್ರಮ ಕೈಗೊಳ್ಳಬೇಕು.: [34, 1683, 272, 1770]
- story-aditi: ಶಿವಮೊಗ್ಗ: ಗೋಪಾಲಗೌಡ ಬಡಾವಣೆಯ ಅನುಪಮಪ್ರದೀಪ್ ದಂಪತಿಗಳ ಪುತ್ರಿ ಅದಿತಿ ನಾಯರ್ ಪೋದಾರ್ ಇಂಟರ್‌ನ್ಯಾಷನಲ್ ಶಾಲೆಯಲ್ಲಿ 5ನೇ ತರಗತಿಯಲ್ಲಿ ವ್ಯಾಸಂಗ ಮಾಡುತ್ತಿರುವ ವಿದ್ಯಾರ್ಥಿನಿ ಅಖಿಲ ಭಾರತ ರೋಲರ್ ಸ್ಕೇಟಿಂಗ್ ಸ್ಪರ್ಧೆಯಲ್ಲಿ 1000 ಮೀಟರ್ ರಿಂಕ್ ರೇಸ್‌ನಲ್ಲಿ ಚಿನ್ನದ ಪದಕ ಪಡೆದು ಉತ್ತಮ ಸಾಧನೆ ಮಾಡಿದ್ದಾಳೆ. ರಾಷ್ಟ್ರೀಯ ಮಟ್ಟದ ಸ್ಪರ್ಧೆಗೆ ಆಯ್ಕೆಯಾಗಿದ್ದಾಳೆ.: [34, 1201, 184, 1348]
- photo-protest: [978, 1678, 1306, 1810]
- column-rule: [512, 84, 513, 390]
- story-tyagarthi-mid: ಎಲ್ಲಾ ಸ್ತ್ರೀಯರು ದೇವರನ್ನು ಆರಾಧಿಸಿ ತಮ್ಮ ಕುಟುಂಬದ ಒಳಿತಿಗಾಗಿ ಪ್ರಾರ್ಥಿಸಿದರು. ಗ್ರಾಮದ ಹಿರಿಯರು ಹಬ್ಬದ ಮಹತ್ವ ತಿಳಿಸಿದರು. ಮಕ್ಕಳಿಗೆ ಸಾಂಸ್ಕೃತಿಕ ಸ್ಪರ್ಧೆಗಳನ್ನು ಏರ್ಪಡಿಸಲಾಗಿತ್ತು. ಗ್ರಾಮದ ಮುಖಂಡರು, ಮಹಿಳಾ ಸಂಘದ ಸದಸ್ಯರು ಉಪಸ್ಥಿತರಿದ್ದರು ಎಂದು ಸ್ಥಳೀಯರು ತಿಳಿಸಿದ್ದಾರೆ.: [902, 1481, 1092, 1568]
- rates-row: [34, 275, 274, 288]
- brand-name: ಹೊಸದಿಗಂತ: [1044, 12, 1183, 52]
- quote-mark-icon: [702, 514, 732, 554]
- max-label: ಗರಿಷ್ಠ: [694, 6, 712, 17]
